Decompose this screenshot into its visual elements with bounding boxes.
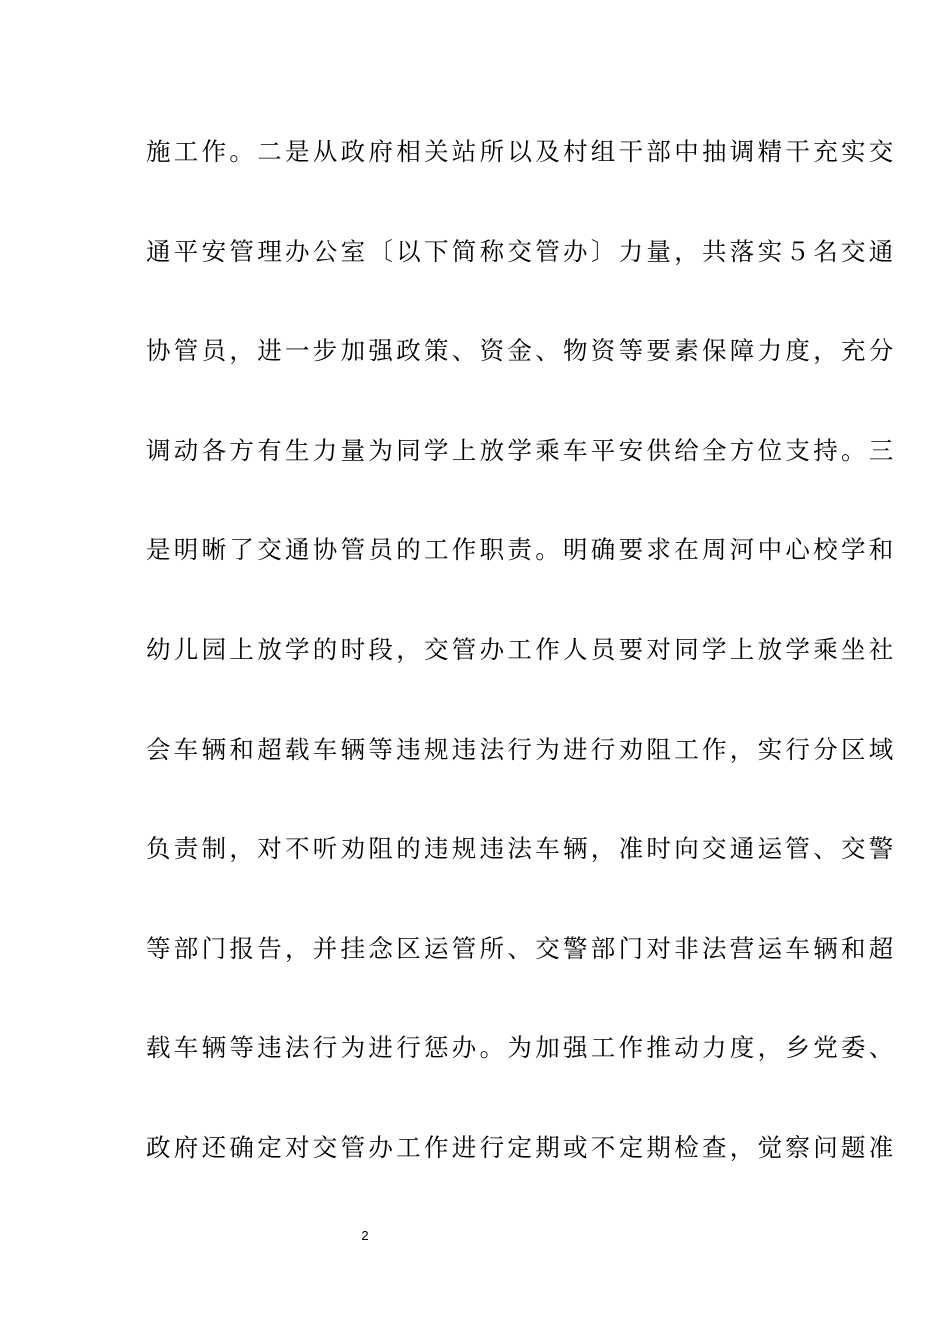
body-text <box>146 126 897 1222</box>
text-line: 等部门报告，并挂念区运管所、交警部门对非法营运车辆和超 <box>146 933 897 963</box>
text-line: 会车辆和超载车辆等违规违法行为进行劝阻工作，实行分区域 <box>146 734 897 764</box>
text-line: 政府还确定对交管办工作进行定期或不定期检查，觉察问题准 <box>146 1132 897 1162</box>
text-line: 幼儿园上放学的时段，交管办工作人员要对同学上放学乘坐社 <box>146 634 897 664</box>
text-line: 协管员，进一步加强政策、资金、物资等要素保障力度，充分 <box>146 336 897 366</box>
text-line: 施工作。二是从政府相关站所以及村组干部中抽调精干充实交 <box>146 137 897 166</box>
text-line: 负责制，对不听劝阻的违规违法车辆，准时向交通运管、交警 <box>146 834 897 864</box>
text-line: 通平安管理办公室〔以下简称交管办〕力量，共落实５名交通 <box>146 236 897 266</box>
text-line: 是明晰了交通协管员的工作职责。明确要求在周河中心校学和 <box>146 535 897 565</box>
text-line: 载车辆等违法行为进行惩办。为加强工作推动力度，乡党委、 <box>146 1033 897 1063</box>
page-number: 2 <box>361 1228 369 1243</box>
text-line: 调动各方有生力量为同学上放学乘车平安供给全方位支持。三 <box>146 435 897 465</box>
